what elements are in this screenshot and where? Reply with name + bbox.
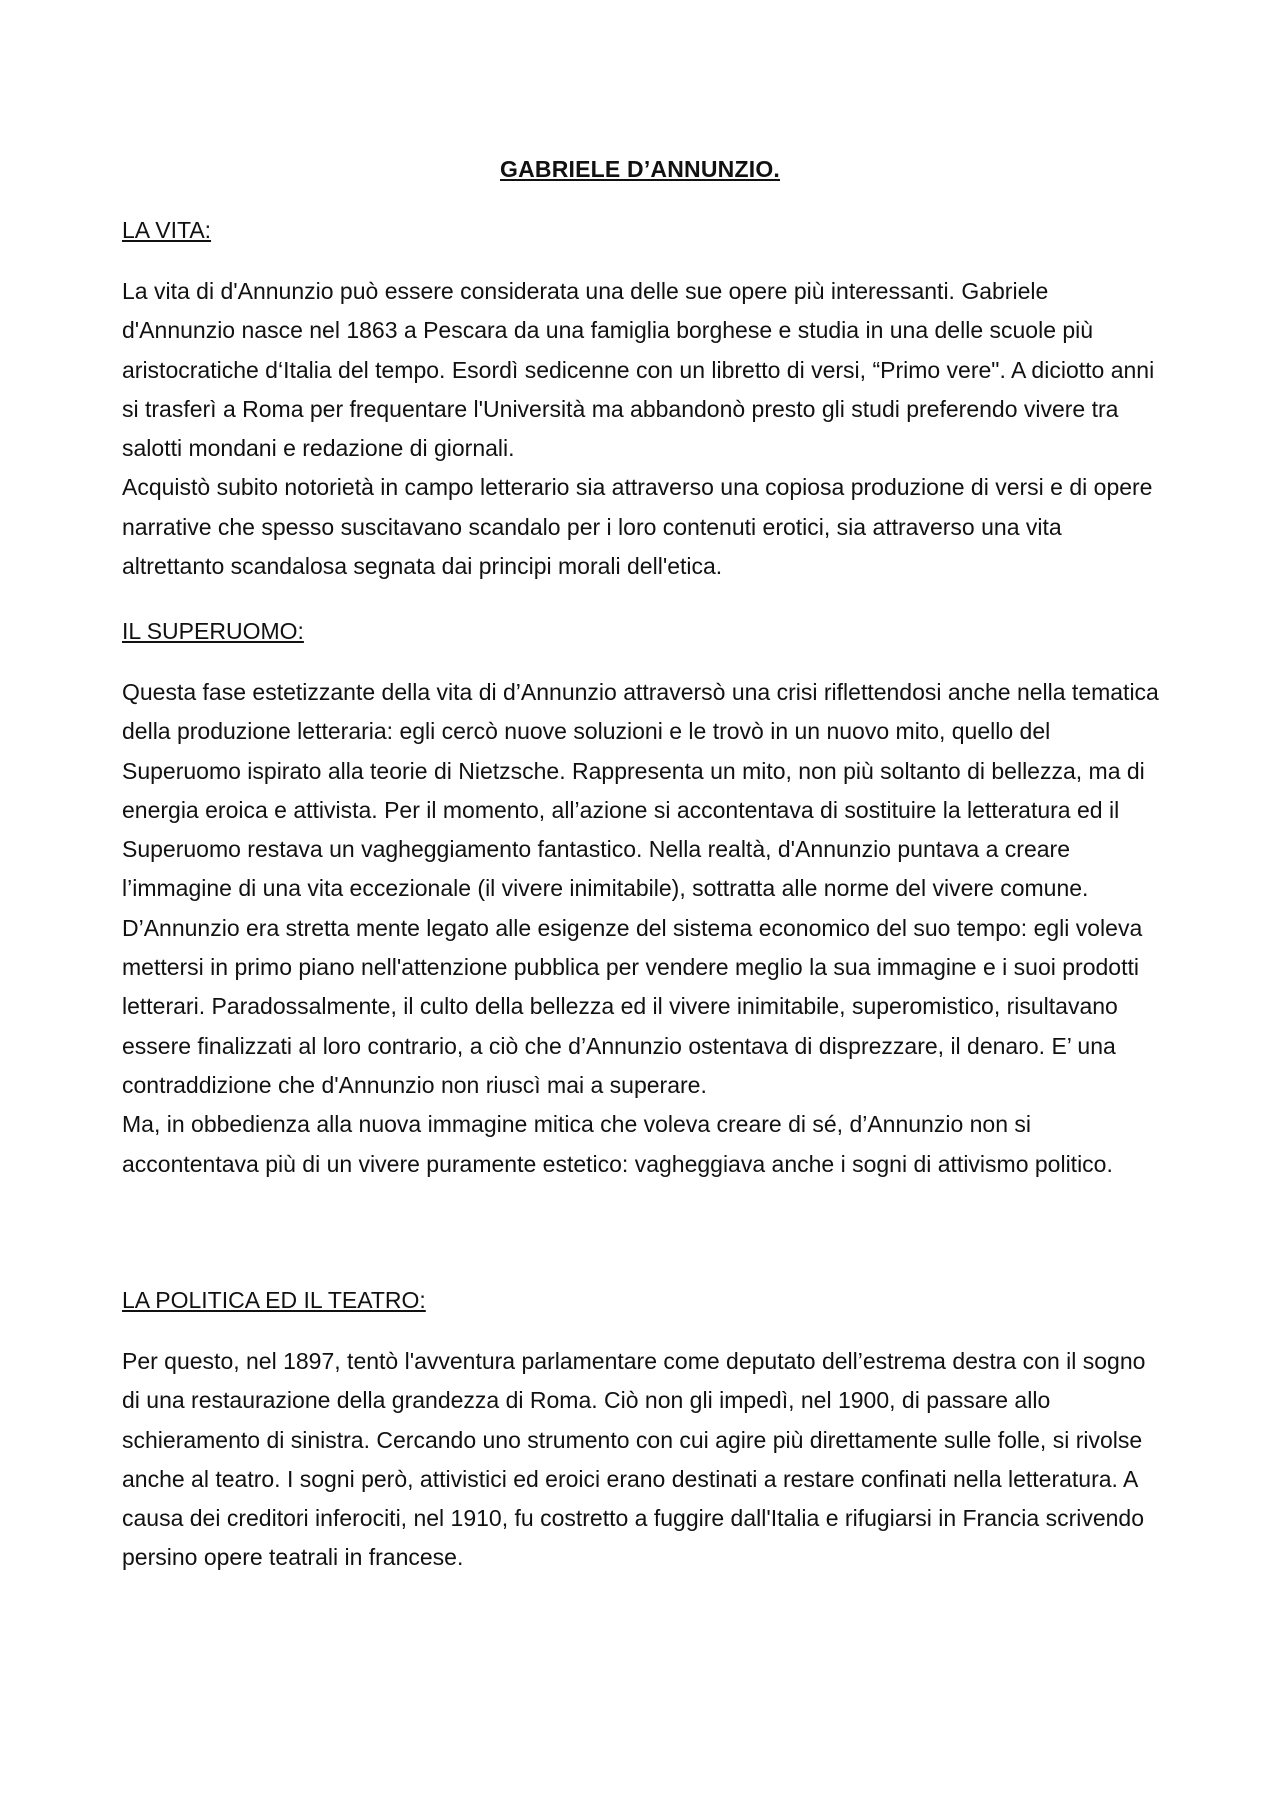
paragraph: La vita di d'Annunzio può essere considerata una delle sue opere più interessanti. Gabriele d'Annunzio nasce nel 1863 a Pescara da una famiglia borghese e studia in una delle scuole più aristocratiche d‘Italia del tempo. Esordì sedicenne con un libretto di versi, “Primo vere". A diciotto anni si trasferì a Roma per frequentare l'Università ma abbandonò presto gli studi preferendo vivere tra salotti mondani e redazione di giornali. [122,278,1155,462]
section-body-la-vita [122,272,1167,586]
paragraph: Acquistò subito notorietà in campo letterario sia attraverso una copiosa produzione di versi e di opere narrative che spesso suscitavano scandalo per i loro contenuti erotici, sia attraverso una vita altrettanto scandalosa segnata dai principi morali dell'etica. [122,474,1153,580]
section-heading-la-politica-ed-il-teatro: LA POLITICA ED IL TEATRO: [122,1287,426,1313]
section-body-la-politica-ed-il-teatro [122,1342,1167,1578]
section-heading-la-vita: LA VITA: [122,217,212,243]
paragraph: Questa fase estetizzante della vita di d’Annunzio attraversò una crisi riflettendosi anche nella tematica della produzione letteraria: egli cercò nuove soluzioni e le trovò in un nuovo mito, quello del Superuomo ispirato alla teorie di Nietzsche. Rappresenta un mito, non più soltanto di bellezza, ma di energia eroica e attivista. Per il momento, all’azione si accontentava di sostituire la letteratura ed il Superuomo restava un vagheggiamento fantastico. Nella realtà, d'Annunzio puntava a creare l’immagine di una vita eccezionale (il vivere inimitabile), sottratta alle norme del vivere comune. D’Annunzio era stretta mente legato alle esigenze del sistema economico del suo tempo: egli voleva mettersi in primo piano nell'attenzione pubblica per vendere meglio la sua immagine e i suoi prodotti letterari. Paradossalmente, il culto della bellezza ed il vivere inimitabile, superomistico, risultavano essere finalizzati al loro contrario, a ciò che d’Annunzio ostentava di disprezzare, il denaro. E’ una contraddizione che d'Annunzio non riuscì mai a superare. [122,679,1159,1098]
section-body-il-superuomo [122,673,1167,1184]
paragraph: Ma, in obbedienza alla nuova immagine mitica che voleva creare di sé, d’Annunzio non si accontentava più di un vivere puramente estetico: vagheggiava anche i sogni di attivismo politico. [122,1111,1113,1177]
section-heading-il-superuomo: IL SUPERUOMO: [122,618,304,644]
paragraph: Per questo, nel 1897, tentò l'avventura parlamentare come deputato dell’estrema destra con il sogno di una restaurazione della grandezza di Roma. Ciò non gli impedì, nel 1900, di passare allo schieramento di sinistra. Cercando uno strumento con cui agire più direttamente sulle folle, si rivolse anche al teatro. I sogni però, attivistici ed eroici erano destinati a restare confinati nella letteratura. A causa dei creditori inferociti, nel 1910, fu costretto a fuggire dall'Italia e rifugiarsi in Francia scrivendo persino opere teatrali in francese. [122,1348,1146,1571]
document-title: GABRIELE D’ANNUNZIO. [500,156,780,182]
